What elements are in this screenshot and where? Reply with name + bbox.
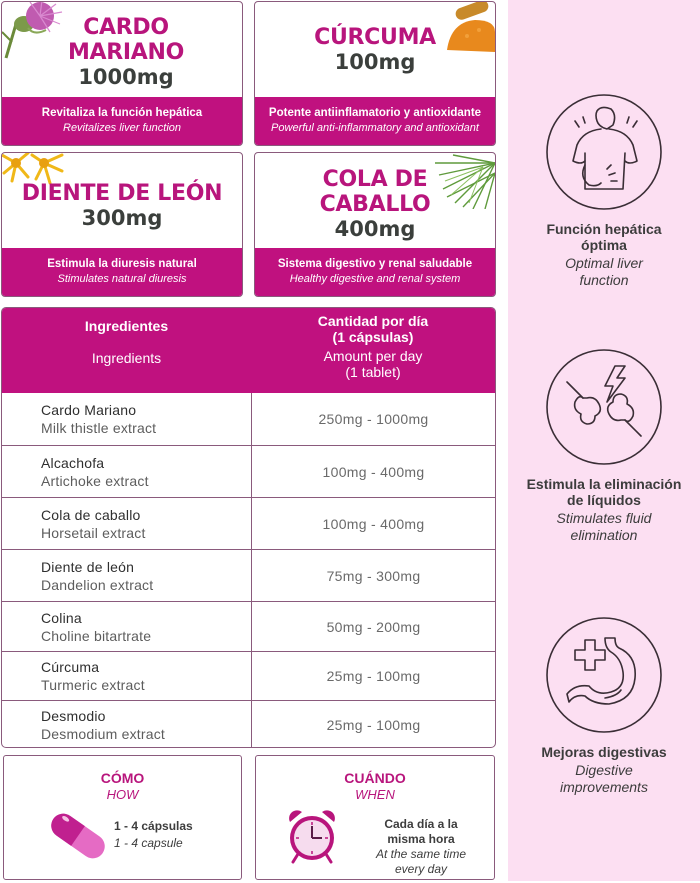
- capsule-icon: [46, 812, 110, 860]
- benefit-en: Healthy digestive and renal system: [289, 273, 461, 285]
- benefits-panel: [508, 0, 700, 881]
- herb-card-curcuma: [254, 1, 496, 146]
- header-amount: [251, 308, 495, 393]
- benefit-band: [255, 97, 495, 145]
- benefit-band: [2, 248, 242, 296]
- table-row: [2, 445, 495, 497]
- benefit-band: [255, 248, 495, 296]
- back-pain-icon: [545, 93, 663, 211]
- stomach-cross-icon: [545, 616, 663, 734]
- benefit-liver: [508, 93, 700, 289]
- benefit-digestive: [508, 616, 700, 796]
- herb-dose: 400mg: [334, 216, 416, 241]
- when-text-en-line1: At the same time: [375, 847, 467, 861]
- when-subtitle: WHEN: [355, 787, 395, 802]
- benefit-fluid-en: Stimulates fluid elimination: [556, 510, 652, 543]
- benefit-es: Potente antiinflamatorio y antioxidante: [268, 107, 482, 119]
- ingredient-name-es: Diente de león: [41, 558, 135, 575]
- alarm-clock-icon: [284, 808, 340, 864]
- benefit-liver-es: Función hepática óptima: [546, 221, 662, 253]
- ingredient-name-en: Turmeric extract: [41, 677, 145, 693]
- how-title: CÓMO: [100, 770, 145, 786]
- ingredient-amount: 25mg - 100mg: [251, 652, 495, 700]
- herb-dose: 1000mg: [78, 64, 174, 89]
- benefit-fluid-es: Estimula la eliminación de líquidos: [526, 476, 682, 508]
- ingredient-amount: 100mg - 400mg: [251, 446, 495, 497]
- ingredient-name-es: Cola de caballo: [41, 506, 141, 523]
- header-amount-es-line2: (1 cápsulas): [332, 329, 414, 345]
- ingredient-name-es: Colina: [41, 609, 82, 626]
- ingredient-name-es: Cardo Mariano: [41, 402, 137, 418]
- when-title: CUÁNDO: [344, 770, 406, 786]
- herb-card-cardo-mariano: [1, 1, 243, 146]
- table-header: [2, 308, 495, 393]
- ingredient-name-es: Cúrcuma: [41, 659, 100, 675]
- table-row: [2, 393, 495, 445]
- how-text-en: 1 - 4 capsule: [114, 836, 183, 850]
- table-row: [2, 497, 495, 549]
- when-text-en-line2: every day: [394, 862, 448, 876]
- how-text-es: 1 - 4 cápsulas: [114, 819, 193, 833]
- herb-dose: 300mg: [81, 206, 163, 230]
- header-amount-en-line2: (1 tablet): [345, 364, 401, 380]
- ingredient-amount: 25mg - 100mg: [251, 701, 495, 748]
- herb-name-line2: CABALLO: [319, 191, 431, 217]
- benefit-en: Stimulates natural diuresis: [57, 273, 187, 285]
- ingredient-name-en: Desmodium extract: [41, 726, 165, 742]
- benefit-en: Revitalizes liver function: [63, 122, 181, 134]
- header-ingredients-es: Ingredientes: [84, 318, 169, 334]
- joint-bolt-icon: [545, 348, 663, 466]
- header-ingredients: [2, 308, 251, 393]
- header-ingredients-en: Ingredients: [91, 350, 162, 366]
- herb-name: COLA DE: [322, 166, 428, 192]
- benefit-liver-en: Optimal liver function: [565, 255, 643, 288]
- when-text-es-line1: Cada día a la: [384, 817, 458, 831]
- ingredient-amount: 50mg - 200mg: [251, 602, 495, 651]
- header-amount-es-line1: Cantidad por día: [317, 313, 429, 329]
- how-card: [3, 755, 242, 880]
- benefit-es: Revitaliza la función hepática: [41, 107, 203, 119]
- table-row: [2, 601, 495, 651]
- table-row: [2, 651, 495, 700]
- ingredient-name-en: Milk thistle extract: [41, 420, 157, 436]
- ingredient-amount: 75mg - 300mg: [251, 550, 495, 601]
- benefit-es: Estimula la diuresis natural: [47, 258, 197, 270]
- herb-name: DIENTE DE LEÓN: [21, 181, 223, 206]
- when-card: [255, 755, 495, 880]
- ingredients-table: [1, 307, 496, 748]
- ingredient-name-en: Choline bitartrate: [41, 627, 152, 644]
- benefit-digestive-en: Digestive improvements: [560, 762, 648, 795]
- ingredient-name-es: Desmodio: [41, 708, 106, 724]
- benefit-fluid: [508, 348, 700, 544]
- table-row: [2, 700, 495, 748]
- benefit-digestive-es: Mejoras digestivas: [541, 744, 667, 760]
- benefit-en: Powerful anti-inflammatory and antioxidant: [271, 122, 479, 134]
- herb-dose: 100mg: [334, 50, 416, 74]
- ingredient-amount: 100mg - 400mg: [251, 498, 495, 549]
- ingredient-name-es: Alcachofa: [41, 454, 105, 471]
- ingredient-name-en: Horsetail extract: [41, 524, 146, 541]
- header-amount-en-line1: Amount per day: [323, 348, 423, 364]
- benefit-es: Sistema digestivo y renal saludable: [277, 258, 473, 270]
- herb-card-diente-de-leon: [1, 152, 243, 297]
- herb-name-line2: MARIANO: [67, 39, 185, 65]
- how-subtitle: HOW: [106, 787, 139, 802]
- herb-name: CÚRCUMA: [314, 25, 436, 50]
- herb-card-cola-de-caballo: [254, 152, 496, 297]
- benefit-band: [2, 97, 242, 145]
- table-row: [2, 549, 495, 601]
- herb-name: CARDO: [83, 14, 169, 40]
- ingredient-name-en: Artichoke extract: [41, 472, 149, 489]
- when-text-es-line2: misma hora: [387, 832, 455, 846]
- ingredient-name-en: Dandelion extract: [41, 576, 154, 593]
- ingredient-amount: 250mg - 1000mg: [251, 393, 495, 445]
